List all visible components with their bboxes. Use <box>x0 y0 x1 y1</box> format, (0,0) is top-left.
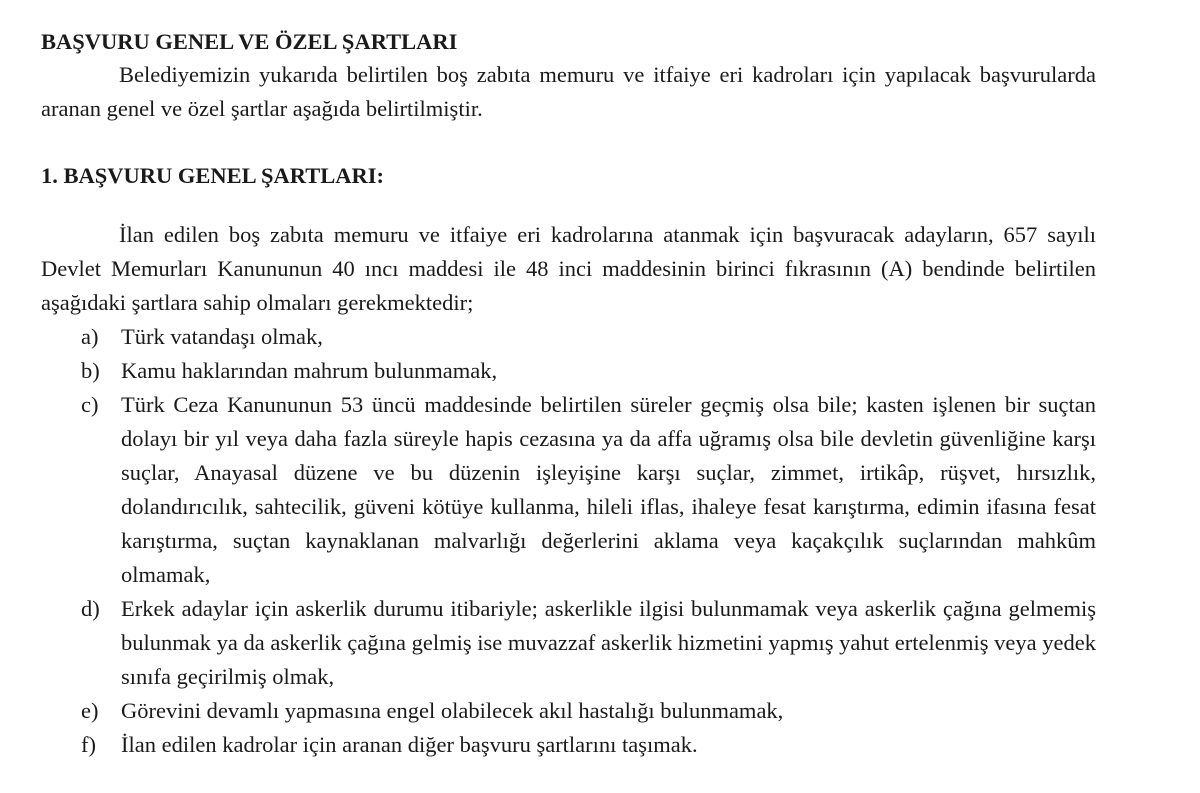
list-item-text: Erkek adaylar için askerlik durumu itibariyle; askerlikle ilgisi bulunmamak veya askerlik çağına gelmemiş bulunmak ya da askerlik çağına gelmiş ise muvazzaf askerlik hizmetini yapmış yahut ertelenmiş veya yedek sınıfa geçirilmiş olmak, <box>121 596 1096 689</box>
list-marker: d) <box>81 596 100 621</box>
list-marker: f) <box>81 732 96 757</box>
list-item-text: Görevini devamlı yapmasına engel olabilecek akıl hastalığı bulunmamak, <box>121 698 784 723</box>
list-marker: e) <box>81 698 99 723</box>
list-item <box>41 694 1096 728</box>
list-marker: b) <box>81 358 100 383</box>
section-body-paragraph: İlan edilen boş zabıta memuru ve itfaiye eri kadrolarına atanmak için başvuracak adayların, 657 sayılı Devlet Memurları Kanununun 40 ıncı maddesi ile 48 inci maddesinin birinci fıkrasının (A) bendinde belirtilen aşağıdaki şartlara sahip olmaları gerekmektedir; <box>41 222 1096 315</box>
list-item <box>41 354 1096 388</box>
list-item-text: İlan edilen kadrolar için aranan diğer başvuru şartlarını taşımak. <box>121 732 698 757</box>
list-marker: a) <box>81 324 99 349</box>
list-item <box>41 592 1096 694</box>
list-item-text: Kamu haklarından mahrum bulunmamak, <box>121 358 498 383</box>
intro-paragraph: Belediyemizin yukarıda belirtilen boş zabıta memuru ve itfaiye eri kadroları için yapılacak başvurularda aranan genel ve özel şartlar aşağıda belirtilmiştir. <box>41 62 1096 121</box>
document-title: BAŞVURU GENEL VE ÖZEL ŞARTLARI <box>41 29 458 54</box>
section-heading-general-requirements: 1. BAŞVURU GENEL ŞARTLARI: <box>41 163 385 188</box>
list-item <box>41 728 1096 762</box>
list-marker: c) <box>81 392 99 417</box>
requirements-list <box>41 320 1096 762</box>
list-item <box>41 388 1096 592</box>
list-item <box>41 320 1096 354</box>
list-item-text: Türk vatandaşı olmak, <box>121 324 323 349</box>
list-item-text: Türk Ceza Kanununun 53 üncü maddesinde belirtilen süreler geçmiş olsa bile; kasten işlenen bir suçtan dolayı bir yıl veya daha fazla süreyle hapis cezasına ya da affa uğramış olsa bile devletin güvenliğine karşı suçlar, Anayasal düzene ve bu düzenin işleyişine karşı suçlar, zimmet, irtikâp, rüşvet, hırsızlık, dolandırıcılık, sahtecilik, güveni kötüye kullanma, hileli iflas, ihaleye fesat karıştırma, edimin ifasına fesat karıştırma, suçtan kaynaklanan malvarlığı değerlerini aklama veya kaçakçılık suçlarından mahkûm olmamak, <box>121 392 1096 587</box>
